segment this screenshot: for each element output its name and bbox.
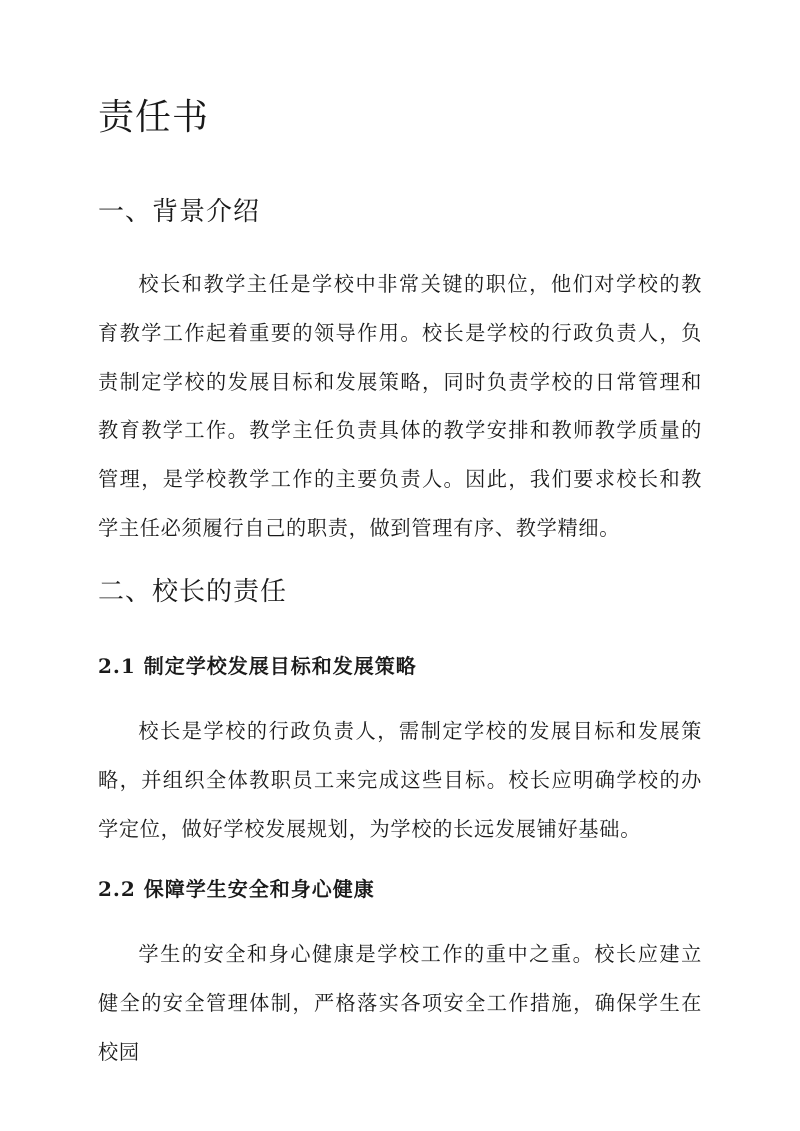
document-title: 责任书 [98, 97, 210, 138]
subsection-2-1-paragraph: 校长是学校的行政负责人，需制定学校的发展目标和发展策略，并组织全体教职员工来完成这些目标。校长应明确学校的办学定位，做好学校发展规划，为学校的长远发展铺好基础。 [98, 719, 702, 841]
section-heading-background: 一、背景介绍 [98, 197, 261, 227]
background-paragraph: 校长和教学主任是学校中非常关键的职位，他们对学校的教育教学工作起着重要的领导作用。校长是学校的行政负责人，负责制定学校的发展目标和发展策略，同时负责学校的日常管理和教育教学工作。教学主任负责具体的教学安排和教师教学质量的管理，是学校教学工作的主要负责人。因此，我们要求校长和教学主任必须履行自己的职责，做到管理有序、教学精细。 [98, 272, 702, 540]
subsection-heading-2-2: 2.2 保障学生安全和身心健康 [98, 877, 375, 901]
section-heading-principal-responsibilities: 二、校长的责任 [98, 577, 288, 607]
subsection-heading-2-1: 2.1 制定学校发展目标和发展策略 [98, 654, 417, 678]
subsection-2-2-paragraph: 学生的安全和身心健康是学校工作的重中之重。校长应建立健全的安全管理体制，严格落实各项安全工作措施，确保学生在校园 [98, 942, 702, 1064]
